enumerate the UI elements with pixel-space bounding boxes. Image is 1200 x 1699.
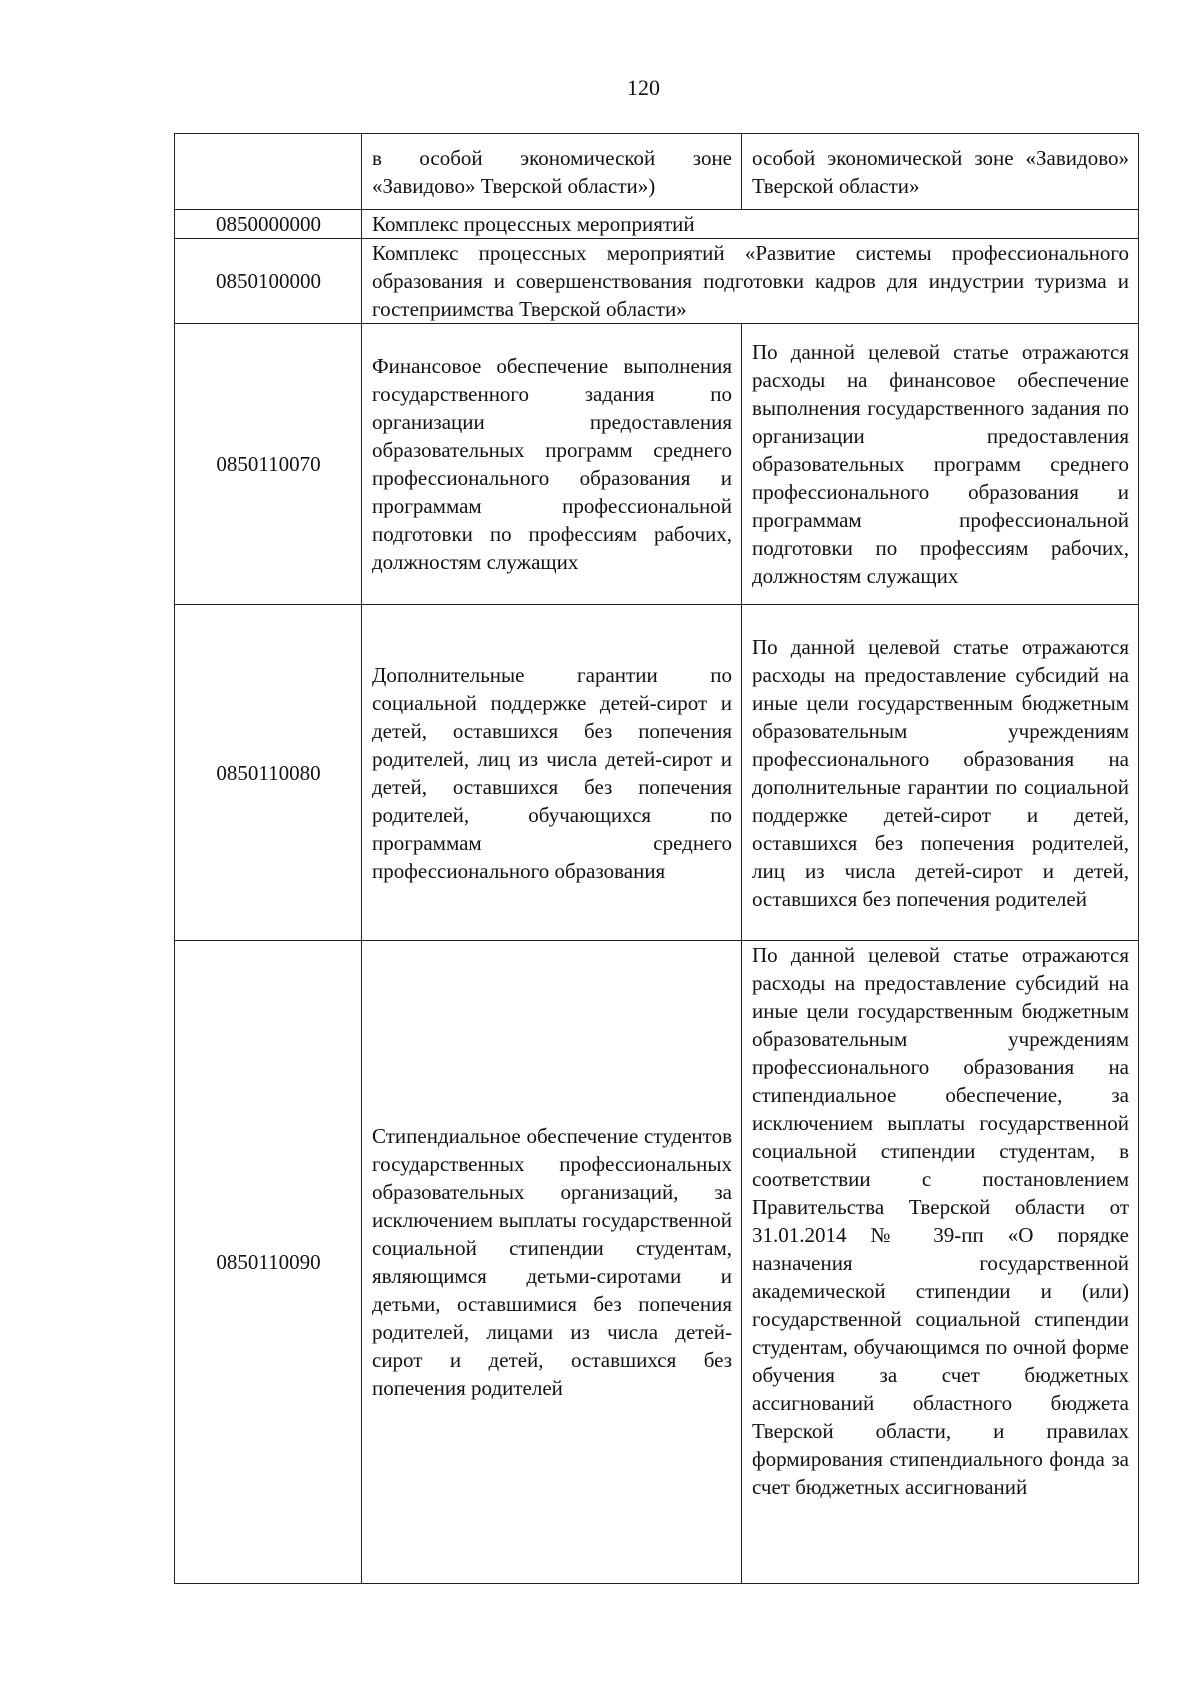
page-number: 120: [627, 75, 660, 100]
row-name: Дополнительные гарантии по социальной поддержке детей-сирот и детей, оставшихся без попечения родителей, лиц из числа детей-сирот и детей, оставшихся без попечения родителей, обучающихся по программам среднего профессионального образования: [362, 605, 742, 941]
table-row: [175, 210, 1139, 239]
row-code: [175, 134, 362, 210]
row-description: особой экономической зоне «Завидово» Тверской области»: [742, 134, 1139, 210]
row-name: Стипендиальное обеспечение студентов государственных профессиональных образовательных организаций, за исключением выплаты государственной социальной стипендии студентам, являющимся детьми-сиротами и детьми, оставшимися без попечения родителей, лицами из числа детей-сирот и детей, оставшихся без попечения родителей: [362, 941, 742, 1584]
row-name: в особой экономической зоне «Завидово» Тверской области»): [362, 134, 742, 210]
row-title: Комплекс процессных мероприятий «Развитие системы профессионального образования и совершенствования подготовки кадров для индустрии туризма и гостеприимства Тверской области»: [362, 239, 1139, 324]
row-code: 0850110090: [175, 941, 362, 1584]
table-row: [175, 239, 1139, 324]
table-row: [175, 134, 1139, 210]
table-row: [175, 605, 1139, 941]
row-description: По данной целевой статье отражаются расходы на предоставление субсидий на иные цели государственным бюджетным образовательным учреждениям профессионального образования на дополнительные гарантии по социальной поддержке детей-сирот и детей, оставшихся без попечения родителей, лиц из числа детей-сирот и детей, оставшихся без попечения родителей: [742, 605, 1139, 941]
table-row: [175, 941, 1139, 1584]
row-title: Комплекс процессных мероприятий: [362, 210, 1139, 239]
row-code: 0850110080: [175, 605, 362, 941]
table-row: [175, 324, 1139, 605]
row-name: Финансовое обеспечение выполнения государственного задания по организации предоставления образовательных программ среднего профессионального образования и программам профессиональной подготовки по профессиям рабочих, должностям служащих: [362, 324, 742, 605]
row-description: По данной целевой статье отражаются расходы на финансовое обеспечение выполнения государственного задания по организации предоставления образовательных программ среднего профессионального образования и программам профессиональной подготовки по профессиям рабочих, должностям служащих: [742, 324, 1139, 605]
row-code: 0850110070: [175, 324, 362, 605]
row-description: По данной целевой статье отражаются расходы на предоставление субсидий на иные цели государственным бюджетным образовательным учреждениям профессионального образования на стипендиальное обеспечение, за исключением выплаты государственной социальной стипендии студентам, в соответствии с постановлением Правительства Тверской области от 31.01.2014 № 39-пп «О порядке назначения государственной академической стипендии и (или) государственной социальной стипендии студентам, обучающимся по очной форме обучения за счет бюджетных ассигнований областного бюджета Тверской области, и правилах формирования стипендиального фонда за счет бюджетных ассигнований: [742, 941, 1139, 1584]
row-code: 0850100000: [175, 239, 362, 324]
row-code: 0850000000: [175, 210, 362, 239]
budget-classification-table: [174, 133, 1139, 1584]
